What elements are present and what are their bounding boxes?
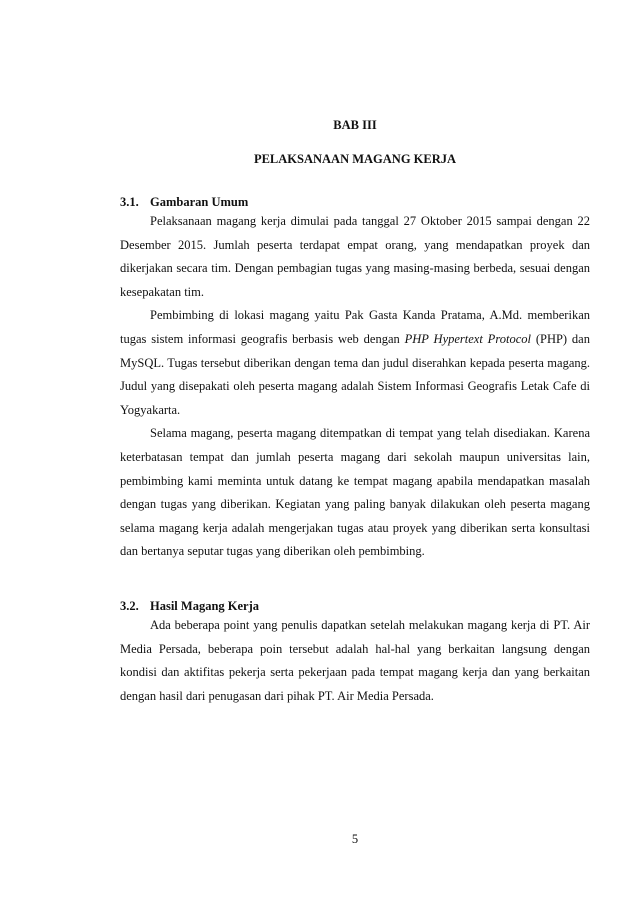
italic-term: PHP Hypertext Protocol — [404, 331, 531, 346]
section-title: Gambaran Umum — [150, 195, 249, 209]
section-number: 3.1. — [120, 195, 139, 209]
paragraph-text: (PHP) dan MySQL. Tugas tersebut diberikan dengan tema dan judul diserahkan kepada peserta magang. Judul yang disepakati oleh peserta magang adalah Sistem Informasi Geografis Letak Cafe di Yogyakarta. — [120, 331, 590, 417]
section-body-3-1 — [120, 210, 590, 564]
chapter-number: BAB III — [333, 118, 377, 132]
section-body-3-2 — [120, 614, 590, 708]
chapter-title: PELAKSANAAN MAGANG KERJA — [253, 152, 457, 166]
paragraph-text: Pembimbing di lokasi magang yaitu Pak Gasta Kanda Pratama, A.Md. memberikan tugas sistem informasi geografis berbasis web dengan — [120, 308, 590, 346]
paragraph: Selama magang, peserta magang ditempatkan di tempat yang telah disediakan. Karena keterbatasan tempat dan jumlah peserta magang dari sekolah maupun universitas lain, pembimbing kami meminta untuk datang ke tempat magang apabila mendapatkan masalah dengan tugas yang diberikan. Kegiatan yang paling banyak dilakukan oleh peserta magang selama magang kerja adalah mengerjakan tugas atau proyek yang diberikan serta konsultasi dan bertanya seputar tugas yang diberikan oleh pembimbing. — [120, 426, 590, 559]
paragraph: Ada beberapa point yang penulis dapatkan setelah melakukan magang kerja di PT. Air Media Persada, beberapa poin tersebut adalah hal-hal yang berkaitan langsung dengan kondisi dan aktifitas pekerja serta pekerjaan pada tempat magang kerja dan yang berkaitan dengan hasil dari penugasan dari pihak PT. Air Media Persada. — [120, 618, 590, 703]
page-number: 5 — [351, 832, 359, 846]
paragraph: Pelaksanaan magang kerja dimulai pada tanggal 27 Oktober 2015 sampai dengan 22 Desember 2015. Jumlah peserta terdapat empat orang, yang mendapatkan proyek dan dikerjakan secara tim. Dengan pembagian tugas yang masing-masing berbeda, sesuai dengan kesepakatan tim. — [120, 214, 590, 299]
section-number: 3.2. — [120, 599, 139, 613]
section-heading-3-1 — [120, 194, 590, 210]
section-heading-3-2 — [120, 598, 590, 614]
section-title: Hasil Magang Kerja — [150, 599, 260, 613]
paragraph — [120, 304, 590, 422]
